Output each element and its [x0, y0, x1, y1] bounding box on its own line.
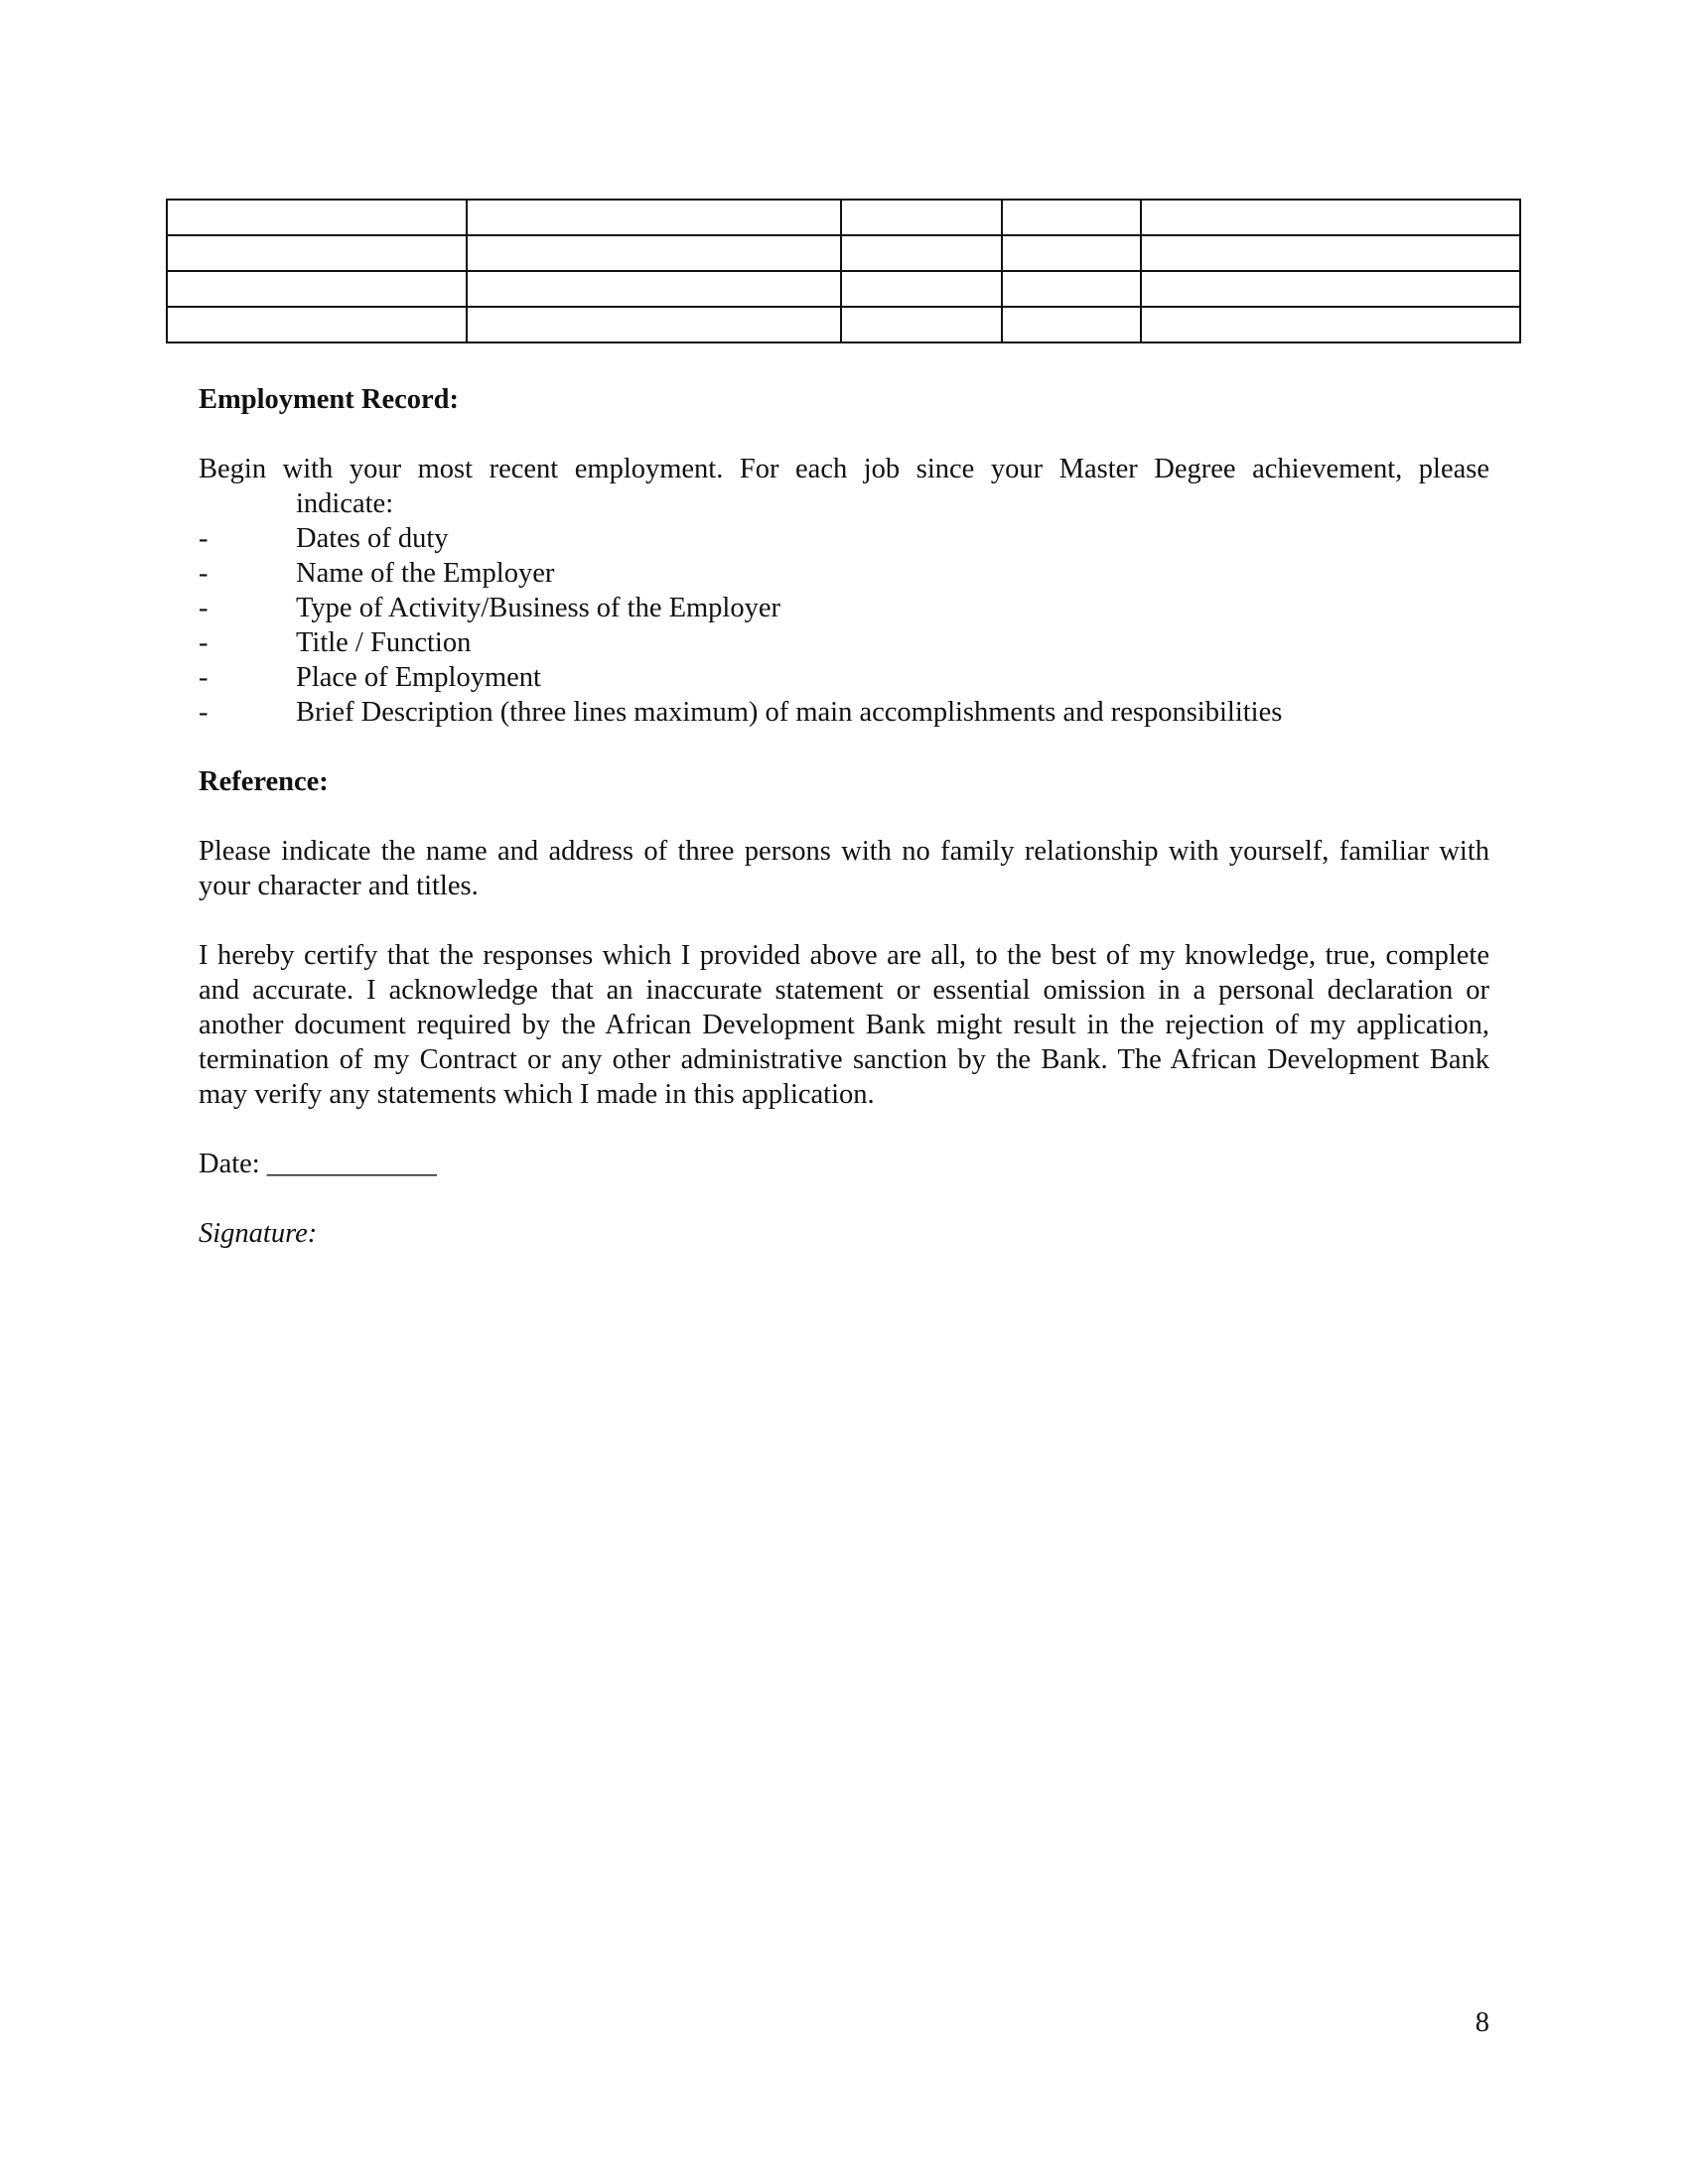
employment-record-heading: Employment Record:	[199, 384, 459, 415]
table-cell	[1002, 235, 1141, 271]
list-item-text: Dates of duty	[296, 523, 449, 554]
list-item-text: Type of Activity/Business of the Employer	[296, 593, 780, 623]
bullet-dash: -	[199, 697, 209, 728]
certification-paragraph: I hereby certify that the responses which I provided above are all, to the best of my knowledge, true, complete and accurate. I acknowledge that an inaccurate statement or essential omission in a personal declaration or another document required by the African Development Bank might result in the rejection of my application, termination of my Contract or any other administrative sanction by the Bank. The African Development Bank may verify any statements which I made in this application.	[199, 940, 1489, 1110]
table-cell	[841, 235, 1002, 271]
signature-label: Signature:	[199, 1218, 318, 1249]
list-item-text: Name of the Employer	[296, 558, 555, 589]
table-row	[167, 235, 1520, 271]
page-number: 8	[1475, 2007, 1489, 2038]
list-item	[199, 660, 1489, 695]
list-item	[199, 591, 1489, 625]
table-cell	[467, 200, 841, 235]
bullet-dash: -	[199, 593, 209, 623]
list-item	[199, 625, 1489, 660]
table-cell	[467, 271, 841, 307]
table-cell	[467, 235, 841, 271]
education-table-continuation	[166, 199, 1521, 343]
table-cell	[167, 307, 467, 342]
table-cell	[841, 200, 1002, 235]
table-cell	[841, 307, 1002, 342]
table-row	[167, 200, 1520, 235]
table-cell	[1002, 271, 1141, 307]
table-cell	[167, 200, 467, 235]
table-cell	[841, 271, 1002, 307]
list-item	[199, 521, 1489, 556]
table-cell	[467, 307, 841, 342]
list-item-text: Brief Description (three lines maximum) of main accomplishments and responsibilities	[296, 697, 1283, 728]
table-cell	[1141, 307, 1520, 342]
bullet-dash: -	[199, 558, 209, 589]
reference-heading: Reference:	[199, 766, 329, 797]
table-cell	[1141, 271, 1520, 307]
document-body	[199, 382, 1489, 1251]
employment-intro-line: Begin with your most recent employment. For each job since your Master Degree achievement, please	[199, 454, 1489, 484]
employment-intro-continuation: indicate:	[296, 488, 394, 519]
list-item-text: Title / Function	[296, 627, 472, 658]
table-cell	[1141, 235, 1520, 271]
bullet-dash: -	[199, 662, 209, 693]
table-cell	[1002, 200, 1141, 235]
table-cell	[1002, 307, 1141, 342]
reference-paragraph: Please indicate the name and address of three persons with no family relationship with yourself, familiar with your character and titles.	[199, 836, 1489, 901]
table-cell	[167, 271, 467, 307]
employment-items-list	[199, 521, 1489, 730]
table-cell	[167, 235, 467, 271]
table-row	[167, 271, 1520, 307]
list-item	[199, 556, 1489, 591]
list-item-text: Place of Employment	[296, 662, 541, 693]
list-item	[199, 695, 1489, 730]
table-cell	[1141, 200, 1520, 235]
bullet-dash: -	[199, 627, 209, 658]
date-line: Date: ____________	[199, 1149, 437, 1179]
table-row	[167, 307, 1520, 342]
bullet-dash: -	[199, 523, 209, 554]
